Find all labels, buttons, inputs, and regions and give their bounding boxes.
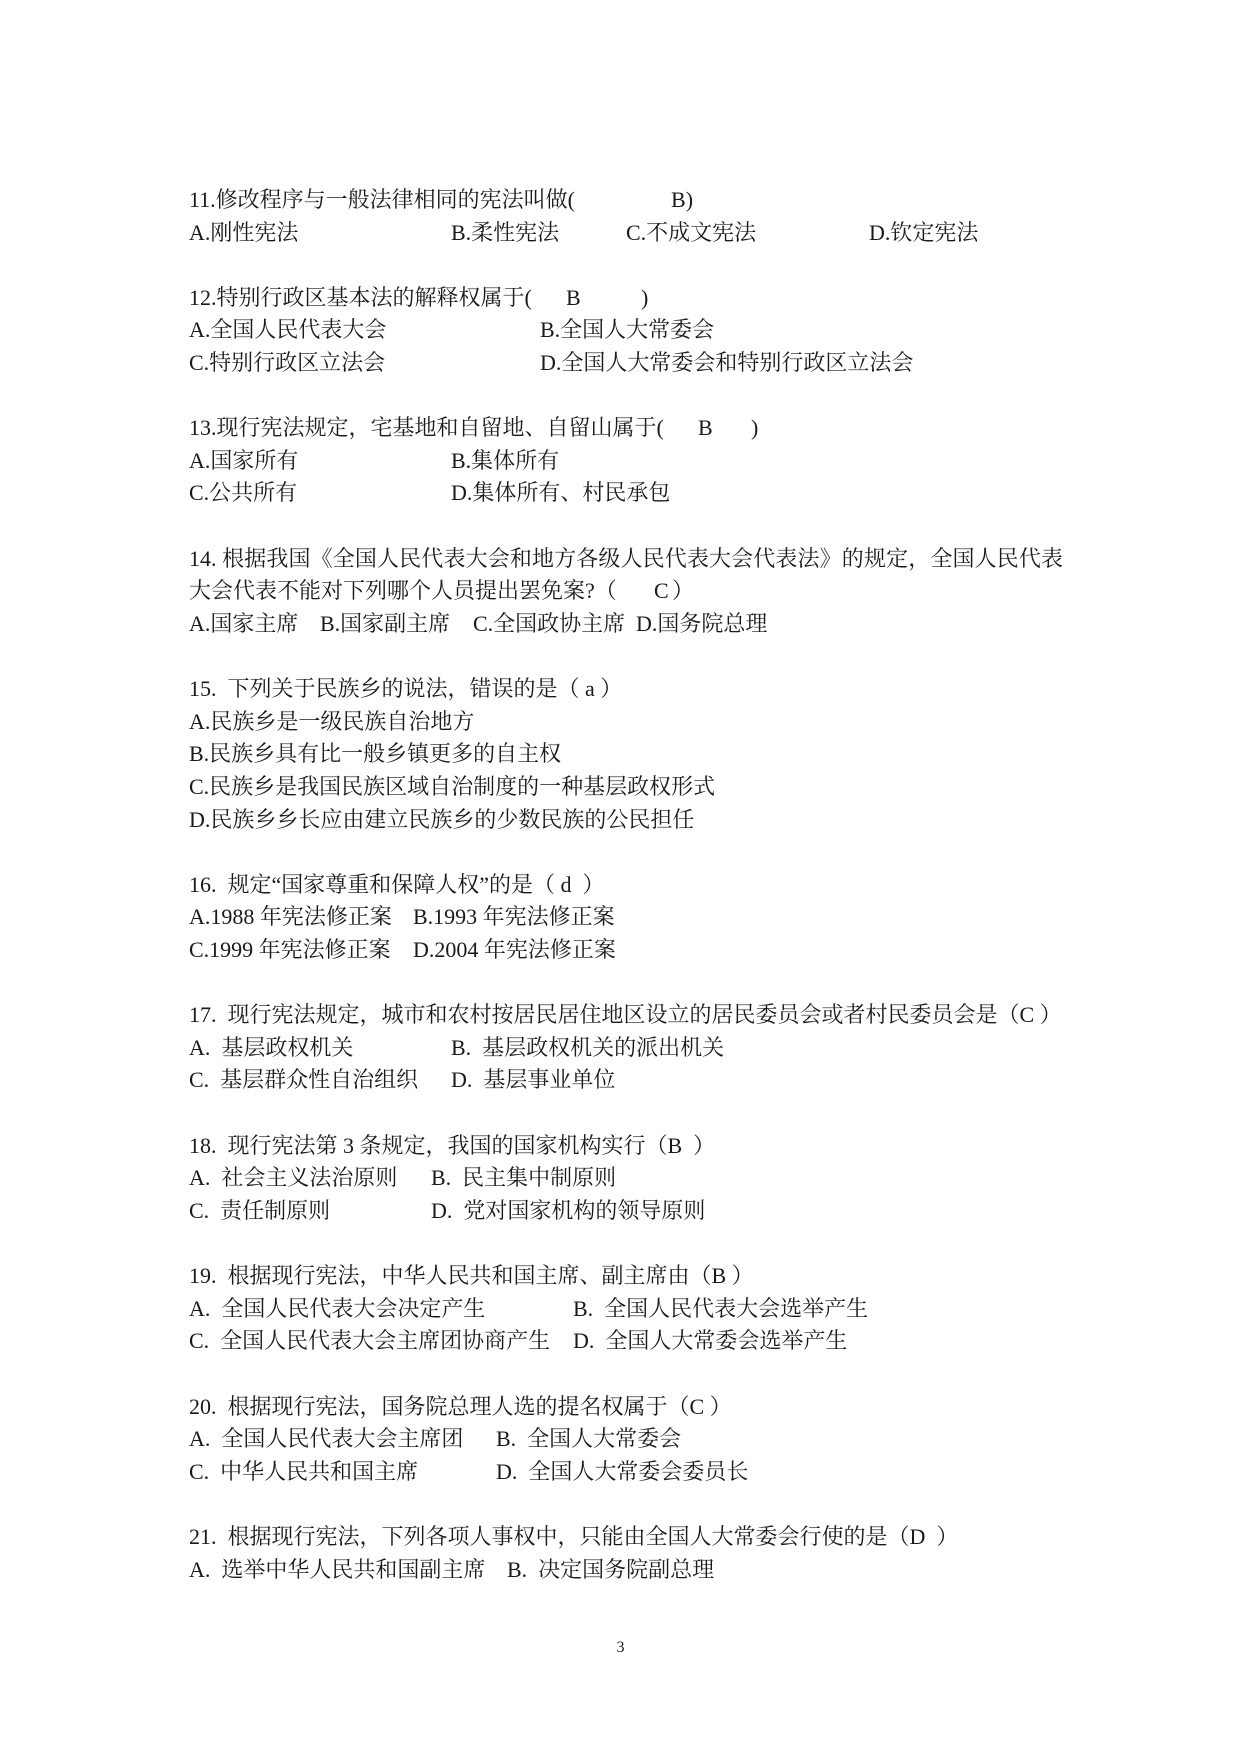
question-stem: 13.现行宪法规定，宅基地和自留地、自留山属于( [189, 415, 664, 441]
question-stem: 17. 现行宪法规定，城市和农村按居民居住地区设立的居民委员会或者村民委员会是（C ） [189, 1002, 1062, 1028]
option-b: B.民族乡具有比一般乡镇更多的自主权 [189, 741, 562, 767]
question-stem: 大会代表不能对下列哪个人员提出罢免案?（ [189, 578, 617, 604]
option-a: A.全国人民代表大会 [189, 317, 387, 343]
question-stem: 16. 规定“国家尊重和保障人权”的是（ d ） [189, 871, 605, 897]
answer-letter: C [654, 578, 669, 604]
options-line [189, 1554, 1069, 1587]
question-19 [189, 1260, 1069, 1358]
question-stem: 11.修改程序与一般法律相同的宪法叫做( [189, 187, 576, 212]
option-d: D.国务院总理 [636, 610, 768, 636]
option-c: C.不成文宪法 [626, 219, 757, 245]
question-stem-line [189, 282, 1069, 315]
option-b: B.国家副主席 [320, 610, 451, 636]
option-a: A. 全国人民代表大会决定产生 [189, 1295, 486, 1321]
question-11 [189, 184, 1069, 249]
question-stem: 20. 根据现行宪法，国务院总理人选的提名权属于（C ） [189, 1393, 732, 1419]
answer-letter: B [566, 284, 581, 310]
option-b: B.柔性宪法 [451, 219, 560, 245]
answer-letter: B [698, 415, 713, 441]
question-18 [189, 1130, 1069, 1228]
question-14 [189, 543, 1069, 641]
options-line [189, 608, 1069, 641]
option-c: C.特别行政区立法会 [189, 350, 386, 376]
option-b: B.集体所有 [451, 447, 560, 473]
option-a: A. 社会主义法治原则 [189, 1165, 398, 1191]
question-20 [189, 1391, 1069, 1489]
options-line [189, 901, 1069, 934]
option-b: B. 全国人大常委会 [496, 1426, 682, 1452]
options-line [189, 1195, 1069, 1228]
option-c: C. 全国人民代表大会主席团协商产生 [189, 1328, 551, 1354]
options-line [189, 347, 1069, 380]
option-a: A.刚性宪法 [189, 219, 299, 245]
option-b: B. 全国人民代表大会选举产生 [573, 1295, 869, 1321]
question-stem: 19. 根据现行宪法，中华人民共和国主席、副主席由（B ） [189, 1263, 754, 1289]
option-a: A. 选举中华人民共和国副主席 [189, 1556, 486, 1582]
closing-paren: ) [751, 415, 759, 441]
option-d: D.民族乡乡长应由建立民族乡的少数民族的公民担任 [189, 806, 695, 832]
option-a: A.民族乡是一级民族自治地方 [189, 708, 475, 734]
option-b: B. 基层政权机关的派出机关 [451, 1034, 725, 1060]
option-c: C.公共所有 [189, 480, 298, 506]
option-b: B. 民主集中制原则 [431, 1165, 617, 1191]
options-line [189, 477, 1069, 510]
option-d: D.钦定宪法 [869, 219, 979, 245]
question-stem: 21. 根据现行宪法，下列各项人事权中，只能由全国人大常委会行使的是（D ） [189, 1523, 959, 1549]
answer-letter: B [671, 187, 686, 212]
option-d: D.全国人大常委会和特别行政区立法会 [540, 350, 914, 376]
option-a: A.1988 年宪法修正案 [189, 904, 392, 930]
option-c: C. 责任制原则 [189, 1197, 331, 1223]
options-line [189, 1325, 1069, 1358]
question-12 [189, 282, 1069, 380]
page-number: 3 [616, 1639, 625, 1656]
option-c: C. 基层群众性自治组织 [189, 1067, 419, 1093]
option-b: B.全国人大常委会 [540, 317, 715, 343]
question-17 [189, 999, 1069, 1097]
options-line [189, 1064, 1069, 1097]
question-stem: 12.特别行政区基本法的解释权属于( [189, 284, 532, 310]
closing-paren: ) [685, 187, 694, 212]
options-line [189, 1293, 1069, 1326]
option-d: D. 全国人大常委会委员长 [496, 1458, 749, 1484]
option-a: A. 基层政权机关 [189, 1034, 354, 1060]
question-list [189, 184, 1069, 1619]
question-stem: 18. 现行宪法第 3 条规定，我国的国家机构实行（B ） [189, 1132, 716, 1158]
option-b: B.1993 年宪法修正案 [413, 904, 615, 930]
option-d: D. 基层事业单位 [451, 1067, 616, 1093]
question-stem-line [189, 575, 1069, 608]
question-16 [189, 869, 1069, 967]
options-line [189, 1032, 1069, 1065]
options-line [189, 1162, 1069, 1195]
options-line [189, 934, 1069, 967]
option-a: A. 全国人民代表大会主席团 [189, 1426, 464, 1452]
question-stem: 15. 下列关于民族乡的说法，错误的是（ a ） [189, 676, 623, 702]
option-c: C. 中华人民共和国主席 [189, 1458, 419, 1484]
option-c: C.民族乡是我国民族区域自治制度的一种基层政权形式 [189, 773, 716, 799]
question-15 [189, 673, 1069, 836]
question-stem-line: 14. 根据我国《全国人民代表大会和地方各级人民代表大会代表法》的规定，全国人民代表 [189, 545, 1063, 571]
question-stem-line [189, 412, 1069, 445]
question-21 [189, 1521, 1069, 1586]
option-a: A.国家主席 [189, 610, 299, 636]
option-c: C.1999 年宪法修正案 [189, 937, 391, 963]
option-d: D.集体所有、村民承包 [451, 480, 671, 506]
options-line [189, 217, 1069, 250]
option-c: C.全国政协主席 [473, 610, 626, 636]
options-line [189, 314, 1069, 347]
options-line [189, 445, 1069, 478]
question-13 [189, 412, 1069, 510]
option-d: D. 党对国家机构的领导原则 [431, 1197, 706, 1223]
options-line [189, 1456, 1069, 1489]
closing-paren: ） [672, 578, 695, 604]
closing-paren: ) [641, 284, 649, 310]
option-a: A.国家所有 [189, 447, 299, 473]
options-line [189, 1423, 1069, 1456]
option-b: B. 决定国务院副总理 [507, 1556, 715, 1582]
answer-group [671, 184, 693, 217]
question-stem-line [189, 184, 1069, 217]
option-d: D. 全国人大常委会选举产生 [573, 1328, 848, 1354]
option-d: D.2004 年宪法修正案 [413, 937, 616, 963]
